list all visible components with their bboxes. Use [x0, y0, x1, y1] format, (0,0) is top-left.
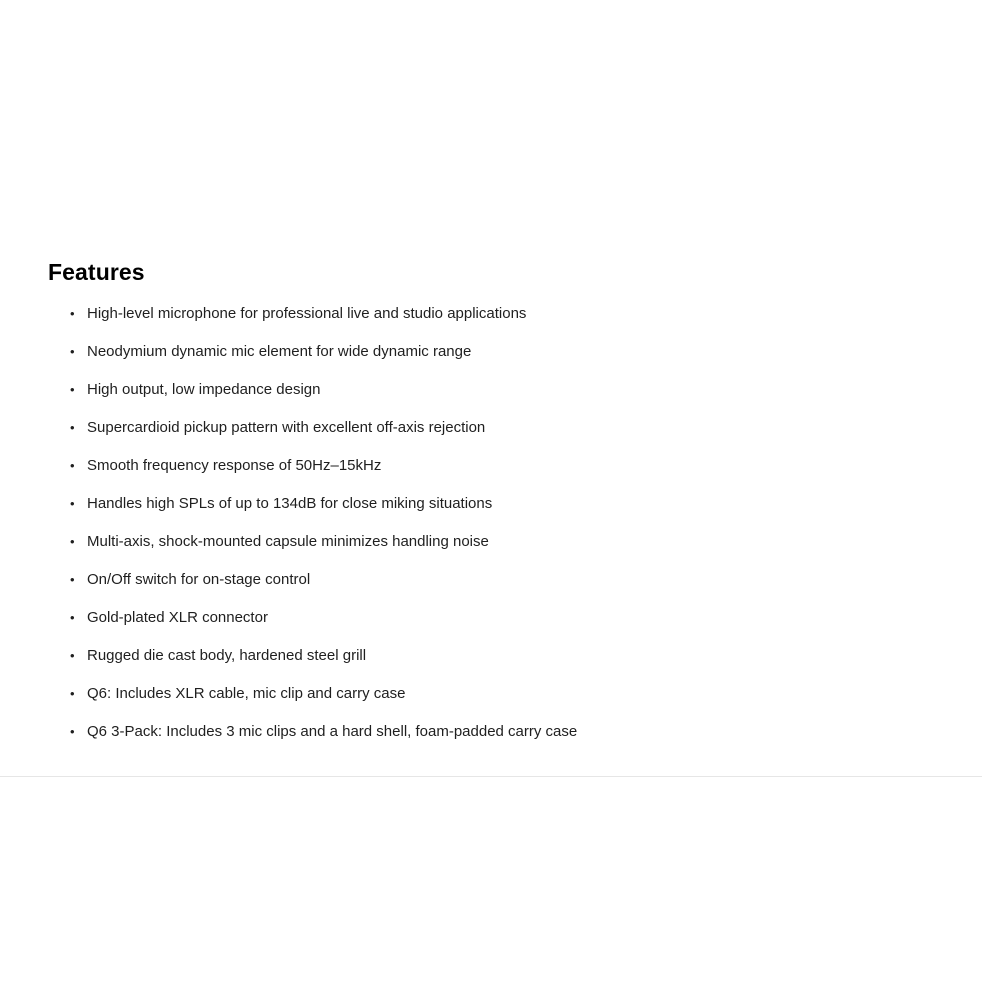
- list-item: [70, 683, 577, 721]
- list-item: [70, 607, 577, 645]
- list-item: [70, 341, 577, 379]
- feature-text: Handles high SPLs of up to 134dB for close miking situations: [87, 495, 493, 512]
- feature-text: Neodymium dynamic mic element for wide dynamic range: [87, 343, 472, 360]
- feature-text: Multi-axis, shock-mounted capsule minimizes handling noise: [87, 533, 489, 550]
- bullet-icon: •: [70, 572, 75, 587]
- list-item: [70, 721, 577, 759]
- bullet-icon: •: [70, 344, 75, 359]
- list-item: [70, 645, 577, 683]
- section-divider: [0, 776, 982, 777]
- feature-text: Smooth frequency response of 50Hz–15kHz: [87, 457, 382, 474]
- feature-text: Q6: Includes XLR cable, mic clip and carry case: [87, 685, 406, 702]
- feature-text: Gold-plated XLR connector: [87, 609, 268, 626]
- list-item: [70, 531, 577, 569]
- feature-text: Q6 3-Pack: Includes 3 mic clips and a hard shell, foam-padded carry case: [87, 723, 578, 740]
- list-item: [70, 379, 577, 417]
- bullet-icon: •: [70, 382, 75, 397]
- list-item: [70, 417, 577, 455]
- feature-text: On/Off switch for on-stage control: [87, 571, 311, 588]
- bullet-icon: •: [70, 306, 75, 321]
- bullet-icon: •: [70, 648, 75, 663]
- bullet-icon: •: [70, 420, 75, 435]
- bullet-icon: •: [70, 534, 75, 549]
- list-item: [70, 303, 577, 341]
- list-item: [70, 493, 577, 531]
- feature-text: High output, low impedance design: [87, 381, 321, 398]
- bullet-icon: •: [70, 458, 75, 473]
- list-item: [70, 455, 577, 493]
- features-list: [70, 303, 577, 759]
- bullet-icon: •: [70, 496, 75, 511]
- bullet-icon: •: [70, 686, 75, 701]
- feature-text: High-level microphone for professional live and studio applications: [87, 305, 527, 322]
- feature-text: Rugged die cast body, hardened steel grill: [87, 647, 367, 664]
- bullet-icon: •: [70, 610, 75, 625]
- feature-text: Supercardioid pickup pattern with excellent off-axis rejection: [87, 419, 486, 436]
- features-heading: Features: [48, 259, 145, 285]
- list-item: [70, 569, 577, 607]
- bullet-icon: •: [70, 724, 75, 739]
- features-section: [48, 256, 948, 740]
